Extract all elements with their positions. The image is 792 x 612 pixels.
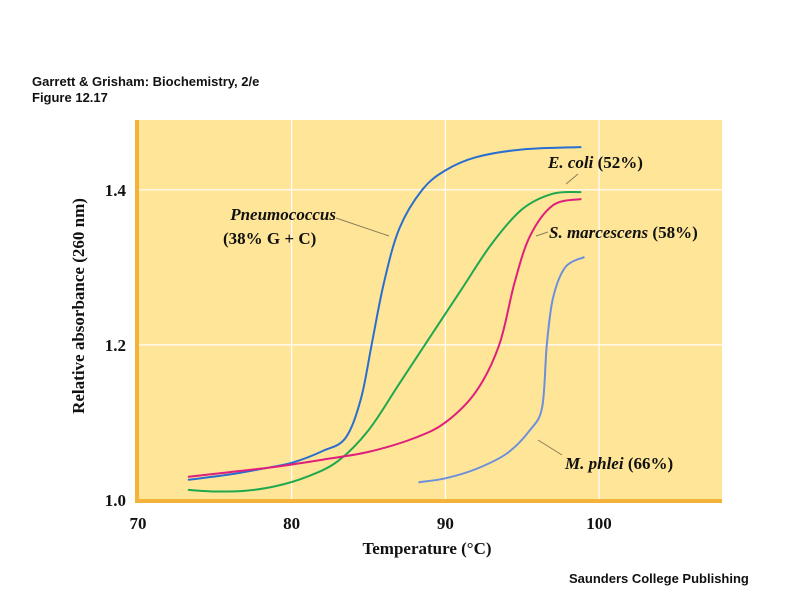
- x-tick-label: 80: [283, 514, 301, 533]
- y-tick-label: 1.2: [104, 335, 126, 355]
- plot-background: [138, 120, 722, 500]
- series-label-ecoli: E. coli (52%): [548, 153, 643, 172]
- series-label-s-marcescens: S. marcescens (58%): [549, 223, 698, 242]
- book-title: Garrett & Grisham: Biochemistry, 2/e: [32, 74, 260, 89]
- publisher-credit: Saunders College Publishing: [569, 571, 749, 586]
- x-tick-label: 100: [586, 514, 612, 533]
- figure-number: Figure 12.17: [32, 90, 108, 105]
- x-axis-title: Temperature (°C): [362, 539, 492, 558]
- x-tick-labels: [130, 514, 612, 533]
- y-tick-labels: [105, 181, 127, 510]
- series-label-m-phlei: M. phlei (66%): [565, 454, 674, 473]
- series-label-pneumococcus-gc: (38% G + C): [223, 229, 317, 248]
- series-label-pneumococcus: Pneumococcus: [230, 205, 336, 224]
- x-tick-label: 70: [129, 514, 147, 533]
- x-tick-label: 90: [436, 514, 454, 533]
- y-axis-title: Relative absorbance (260 nm): [69, 198, 88, 414]
- y-tick-label: 1.0: [104, 491, 126, 510]
- y-tick-label: 1.4: [104, 180, 126, 200]
